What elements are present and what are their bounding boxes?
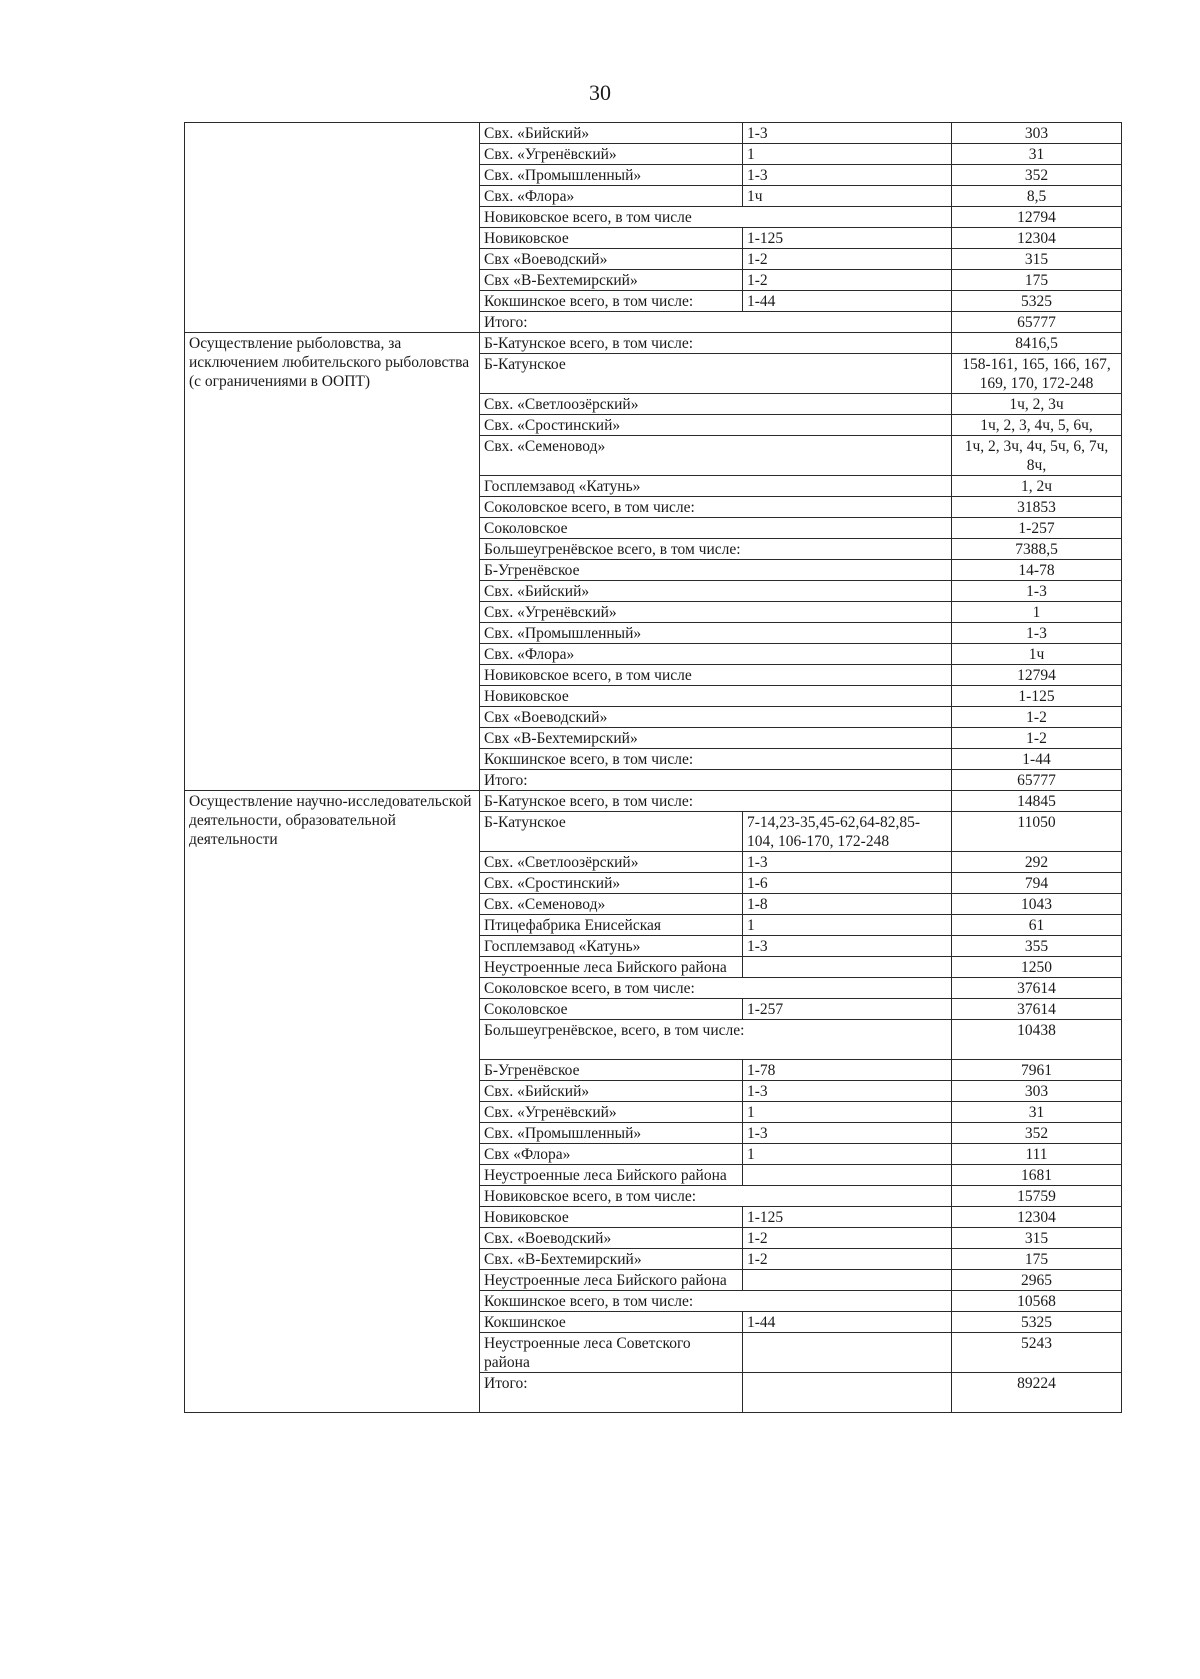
object-name-cell: Свх. «Бийский» [480, 123, 743, 144]
object-name-cell: Кокшинское всего, в том числе: [480, 291, 743, 312]
object-name-cell: Большеугренёвское, всего, в том числе: [480, 1020, 952, 1060]
object-name-cell: Неустроенные леса Бийского района [480, 1270, 743, 1291]
object-name-cell: Новиковское [480, 686, 952, 707]
blocks-cell [743, 1165, 952, 1186]
value-cell: 11050 [952, 812, 1122, 852]
object-name-cell: Б-Катунское всего, в том числе: [480, 791, 952, 812]
object-name-cell: Птицефабрика Енисейская [480, 915, 743, 936]
blocks-cell: 1-8 [743, 894, 952, 915]
table-row [185, 333, 1122, 354]
value-cell: 14845 [952, 791, 1122, 812]
blocks-cell: 1-125 [743, 1207, 952, 1228]
value-cell: 292 [952, 852, 1122, 873]
object-name-cell: Соколовское всего, в том числе: [480, 497, 952, 518]
object-name-cell: Свх. «Флора» [480, 186, 743, 207]
object-name-cell: Б-Катунское [480, 812, 743, 852]
object-name-cell: Б-Угренёвское [480, 560, 952, 581]
object-name-cell: Б-Катунское [480, 354, 952, 394]
object-name-cell: Большеугренёвское всего, в том числе: [480, 539, 952, 560]
blocks-cell: 7-14,23-35,45-62,64-82,85-104, 106-170, 172-248 [743, 812, 952, 852]
value-cell: 352 [952, 165, 1122, 186]
value-cell: 1ч, 2, 3ч, 4ч, 5ч, 6, 7ч, 8ч, [952, 436, 1122, 476]
object-name-cell: Неустроенные леса Бийского района [480, 957, 743, 978]
value-cell: 1250 [952, 957, 1122, 978]
value-cell: 2965 [952, 1270, 1122, 1291]
object-name-cell: Соколовское [480, 999, 743, 1020]
blocks-cell: 1-44 [743, 1312, 952, 1333]
object-name-cell: Новиковское [480, 1207, 743, 1228]
object-name-cell: Итого: [480, 312, 952, 333]
table-body [185, 123, 1122, 1413]
value-cell: 8,5 [952, 186, 1122, 207]
object-name-cell: Свх «В-Бехтемирский» [480, 728, 952, 749]
value-cell: 303 [952, 123, 1122, 144]
object-name-cell: Итого: [480, 1373, 743, 1413]
value-cell: 89224 [952, 1373, 1122, 1413]
table-row [185, 123, 1122, 144]
object-name-cell: Свх. «Угренёвский» [480, 1102, 743, 1123]
object-name-cell: Госплемзавод «Катунь» [480, 936, 743, 957]
blocks-cell: 1-2 [743, 270, 952, 291]
blocks-cell: 1-3 [743, 165, 952, 186]
object-name-cell: Свх. «Семеновод» [480, 894, 743, 915]
blocks-cell [743, 1270, 952, 1291]
value-cell: 1ч, 2, 3, 4ч, 5, 6ч, [952, 415, 1122, 436]
object-name-cell: Новиковское всего, в том числе [480, 207, 952, 228]
page-number: 30 [589, 80, 611, 105]
object-name-cell: Кокшинское всего, в том числе: [480, 749, 952, 770]
object-name-cell: Кокшинское [480, 1312, 743, 1333]
blocks-cell: 1-3 [743, 936, 952, 957]
value-cell: 14-78 [952, 560, 1122, 581]
value-cell: 1, 2ч [952, 476, 1122, 497]
blocks-cell: 1-78 [743, 1060, 952, 1081]
value-cell: 10568 [952, 1291, 1122, 1312]
table-row [185, 791, 1122, 812]
value-cell: 175 [952, 270, 1122, 291]
value-cell: 12304 [952, 228, 1122, 249]
object-name-cell: Свх. «Воеводский» [480, 1228, 743, 1249]
blocks-cell: 1-3 [743, 1123, 952, 1144]
value-cell: 7388,5 [952, 539, 1122, 560]
blocks-cell [743, 1333, 952, 1373]
object-name-cell: Свх. «Промышленный» [480, 165, 743, 186]
value-cell: 1-3 [952, 623, 1122, 644]
blocks-cell: 1-3 [743, 1081, 952, 1102]
blocks-cell: 1ч [743, 186, 952, 207]
value-cell: 31853 [952, 497, 1122, 518]
object-name-cell: Свх «В-Бехтемирский» [480, 270, 743, 291]
value-cell: 111 [952, 1144, 1122, 1165]
blocks-cell: 1-2 [743, 1228, 952, 1249]
object-name-cell: Свх. «Флора» [480, 644, 952, 665]
object-name-cell: Свх. «Сростинский» [480, 873, 743, 894]
blocks-cell: 1 [743, 144, 952, 165]
blocks-cell: 1-3 [743, 123, 952, 144]
object-name-cell: Свх «Воеводский» [480, 249, 743, 270]
object-name-cell: Свх. «Светлоозёрский» [480, 394, 952, 415]
object-name-cell: Кокшинское всего, в том числе: [480, 1291, 952, 1312]
value-cell: 12304 [952, 1207, 1122, 1228]
value-cell: 5325 [952, 1312, 1122, 1333]
value-cell: 1ч [952, 644, 1122, 665]
blocks-cell: 1 [743, 1144, 952, 1165]
blocks-cell: 1-2 [743, 249, 952, 270]
value-cell: 10438 [952, 1020, 1122, 1060]
blocks-cell: 1 [743, 1102, 952, 1123]
value-cell: 352 [952, 1123, 1122, 1144]
value-cell: 65777 [952, 312, 1122, 333]
value-cell: 12794 [952, 665, 1122, 686]
value-cell: 5243 [952, 1333, 1122, 1373]
activity-cell [185, 123, 480, 333]
value-cell: 1043 [952, 894, 1122, 915]
value-cell: 61 [952, 915, 1122, 936]
blocks-cell: 1-125 [743, 228, 952, 249]
value-cell: 794 [952, 873, 1122, 894]
value-cell: 1-125 [952, 686, 1122, 707]
value-cell: 5325 [952, 291, 1122, 312]
value-cell: 1-44 [952, 749, 1122, 770]
blocks-cell: 1-2 [743, 1249, 952, 1270]
value-cell: 1ч, 2, 3ч [952, 394, 1122, 415]
blocks-cell: 1-6 [743, 873, 952, 894]
value-cell: 37614 [952, 999, 1122, 1020]
value-cell: 303 [952, 1081, 1122, 1102]
value-cell: 315 [952, 1228, 1122, 1249]
object-name-cell: Свх. «Угренёвский» [480, 144, 743, 165]
blocks-cell: 1-257 [743, 999, 952, 1020]
object-name-cell: Свх. «Промышленный» [480, 623, 952, 644]
value-cell: 37614 [952, 978, 1122, 999]
object-name-cell: Свх «Флора» [480, 1144, 743, 1165]
object-name-cell: Свх. «Сростинский» [480, 415, 952, 436]
object-name-cell: Соколовское всего, в том числе: [480, 978, 952, 999]
object-name-cell: Свх. «Угренёвский» [480, 602, 952, 623]
object-name-cell: Б-Катунское всего, в том числе: [480, 333, 952, 354]
activity-cell: Осуществление научно-исследовательской деятельности, образовательной деятельности [185, 791, 480, 1413]
object-name-cell: Свх. «Промышленный» [480, 1123, 743, 1144]
object-name-cell: Б-Угренёвское [480, 1060, 743, 1081]
value-cell: 1-2 [952, 728, 1122, 749]
blocks-cell [743, 957, 952, 978]
value-cell: 1-257 [952, 518, 1122, 539]
value-cell: 12794 [952, 207, 1122, 228]
value-cell: 31 [952, 144, 1122, 165]
blocks-cell: 1 [743, 915, 952, 936]
object-name-cell: Свх. «Бийский» [480, 1081, 743, 1102]
object-name-cell: Свх. «В-Бехтемирский» [480, 1249, 743, 1270]
blocks-cell: 1-44 [743, 291, 952, 312]
value-cell: 31 [952, 1102, 1122, 1123]
object-name-cell: Новиковское всего, в том числе: [480, 1186, 952, 1207]
value-cell: 8416,5 [952, 333, 1122, 354]
value-cell: 1681 [952, 1165, 1122, 1186]
object-name-cell: Свх «Воеводский» [480, 707, 952, 728]
object-name-cell: Новиковское [480, 228, 743, 249]
value-cell: 355 [952, 936, 1122, 957]
value-cell: 175 [952, 1249, 1122, 1270]
value-cell: 315 [952, 249, 1122, 270]
blocks-cell [743, 1373, 952, 1413]
object-name-cell: Итого: [480, 770, 952, 791]
object-name-cell: Новиковское всего, в том числе [480, 665, 952, 686]
value-cell: 1 [952, 602, 1122, 623]
object-name-cell: Соколовское [480, 518, 952, 539]
forest-use-table [184, 122, 1122, 1413]
value-cell: 1-3 [952, 581, 1122, 602]
value-cell: 7961 [952, 1060, 1122, 1081]
blocks-cell: 1-3 [743, 852, 952, 873]
value-cell: 1-2 [952, 707, 1122, 728]
object-name-cell: Неустроенные леса Бийского района [480, 1165, 743, 1186]
value-cell: 65777 [952, 770, 1122, 791]
value-cell: 15759 [952, 1186, 1122, 1207]
object-name-cell: Свх. «Бийский» [480, 581, 952, 602]
object-name-cell: Свх. «Светлоозёрский» [480, 852, 743, 873]
object-name-cell: Госплемзавод «Катунь» [480, 476, 952, 497]
activity-cell: Осуществление рыболовства, за исключением любительского рыболовства (с ограничениями в ООПТ) [185, 333, 480, 791]
value-cell: 158-161, 165, 166, 167, 169, 170, 172-248 [952, 354, 1122, 394]
object-name-cell: Свх. «Семеновод» [480, 436, 952, 476]
object-name-cell: Неустроенные леса Советского района [480, 1333, 743, 1373]
